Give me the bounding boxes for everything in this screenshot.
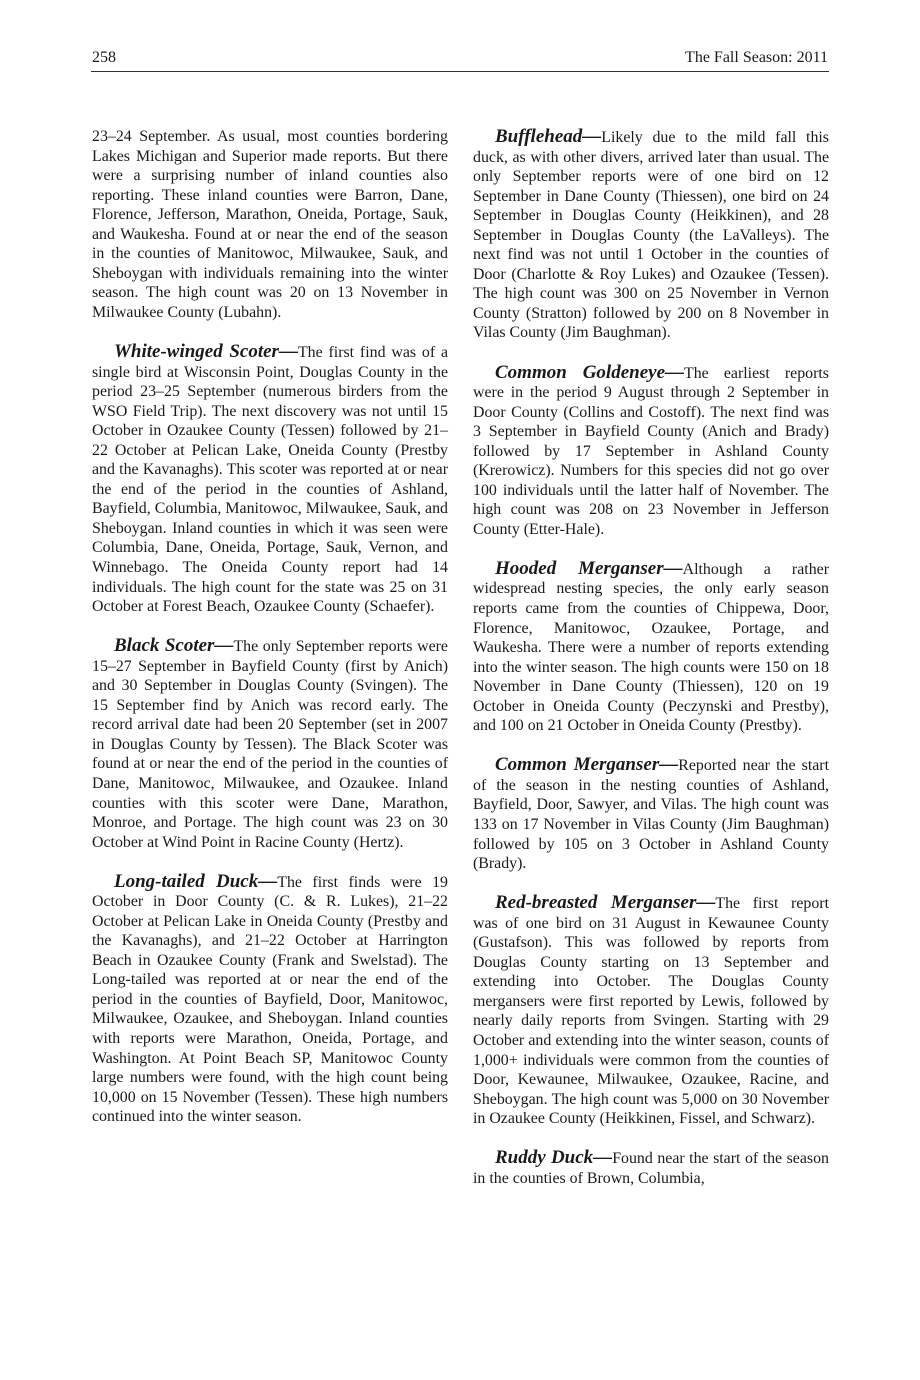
running-title: The Fall Season: 2011 — [685, 49, 828, 66]
species-entry-red-breasted-merganser — [473, 893, 829, 1129]
species-heading: Hooded Merganser— — [495, 557, 683, 579]
species-heading: Long-tailed Duck— — [114, 870, 278, 892]
species-entry-ruddy-duck — [473, 1148, 829, 1188]
species-entry-long-tailed-duck — [92, 872, 448, 1127]
species-text: The only September reports were 15–27 September in Bayfield County (first by Anich) and 30 September in Douglas County (Svingen). The 15 September find by Anich was record early. The record arrival date had been 20 September (set in 2007 in Douglas County by Tessen). The Black Scoter was found at or near the end of the period in the counties of Dane, Manitowoc, Milwaukee, and Ozaukee. Inland counties with this scoter were Dane, Marathon, Monroe, and Portage. The high count was 23 on 30 October at Wind Point in Racine County (Hertz). — [92, 638, 448, 851]
species-text: The first finds were 19 October in Door County (C. & R. Lukes), 21–22 October at Pelican Lake in Oneida County (Prestby and the Kavanaghs), and 21–22 October at Harrington Beach in Ozaukee County (Frank and Swelstad). The Long-tailed was reported at or near the end of the period in the counties of Bayfield, Door, Manitowoc, Milwaukee, Ozaukee, and Sheboygan. Inland counties with reports were Marathon, Oneida, Portage, and Washington. At Point Beach SP, Manitowoc County large numbers were found, with the high count being 10,000 on 15 November (Tessen). These high numbers continued into the winter season. — [92, 873, 448, 1126]
species-text: Likely due to the mild fall this duck, as with other divers, arrived later than usual. The only September reports were of one bird on 12 September in Dane County (Thiessen), one bird on 24 September in Douglas County (Heikkinen), and 28 September in Douglas County (the LaValleys). The next find was not until 1 October in the counties of Door (Charlotte & Roy Lukes) and Ozaukee (Tessen). The high count was 300 on 25 November in Vernon County (Stratton) followed by 200 on 8 November in Vilas County (Jim Baughman). — [473, 129, 829, 342]
species-entry-common-goldeneye — [473, 363, 829, 540]
species-heading: Common Goldeneye— — [495, 361, 685, 383]
species-heading: Common Merganser— — [495, 754, 679, 776]
intro-paragraph: 23–24 September. As usual, most counties bordering Lakes Michigan and Superior made reports. But there were a surprising number of inland counties also reporting. These inland counties were Barron, Dane, Florence, Jefferson, Marathon, Oneida, Portage, Sauk, and Waukesha. Found at or near the end of the season in the counties of Manitowoc, Milwaukee, Sauk, and Sheboygan with individuals remaining into the winter season. The high count was 20 on 13 November in Milwaukee County (Lubahn). — [92, 128, 448, 321]
left-column — [92, 127, 448, 1127]
species-heading: White-winged Scoter— — [114, 340, 298, 362]
page-number: 258 — [92, 49, 116, 66]
species-text: The first find was of a single bird at Wisconsin Point, Douglas County in the period 23–25 September (numerous birders from the WSO Field Trip). The next discovery was not until 15 October in Ozaukee County (Tessen) followed by 21–22 October at Pelican Lake, Oneida County (Prestby and the Kavanaghs). This scoter was reported at or near the end of the period in the counties of Ashland, Bayfield, Columbia, Manitowoc, Milwaukee, Sauk, and Sheboygan. Inland counties in which it was seen were Columbia, Dane, Oneida, Portage, Sauk, Vernon, and Winnebago. The Oneida County report had 14 individuals. The high count for the state was 25 on 31 October at Forest Beach, Ozaukee County (Schaefer). — [92, 343, 449, 616]
species-entry-bufflehead — [473, 127, 829, 343]
species-text: The earliest reports were in the period 9 August through 2 September in Door County (Collins and Costoff). The next find was 3 September in Bayfield County (Anich and Brady) followed by 17 September in Ashland County (Krerowicz). Numbers for this species did not go over 100 individuals until the latter half of November. The high count was 208 on 23 November in Jefferson County (Etter-Hale). — [473, 364, 829, 538]
species-entry-white-winged-scoter — [92, 342, 448, 617]
species-text: Although a rather widespread nesting species, the only early season reports came from the counties of Chippewa, Door, Florence, Manitowoc, Ozaukee, Portage, and Waukesha. There were a number of reports extending into the winter season. The high counts were 150 on 18 November in Dane County (Thiessen), 120 on 19 October in Oneida County (Peczynski and Prestby), and 100 on 21 October in Oneida County (Prestby). — [473, 560, 829, 735]
species-heading: Ruddy Duck— — [495, 1147, 613, 1169]
page-header — [91, 49, 829, 72]
species-heading: Black Scoter— — [114, 635, 234, 657]
species-entry-hooded-merganser — [473, 559, 829, 736]
species-text: Reported near the start of the season in the nesting counties of Ashland, Bayfield, Door, Sawyer, and Vilas. The high count was 133 on 17 November in Vilas County (Jim Baughman) followed by 105 on 3 October in Ashland County (Brady). — [473, 757, 830, 873]
species-entry-black-scoter — [92, 636, 448, 852]
species-text: Found near the start of the season in the counties of Brown, Columbia, — [473, 1150, 829, 1187]
species-text: The first report was of one bird on 31 August in Kewaunee County (Gustafson). This was followed by reports from Douglas County starting on 13 September and extending into October. The Douglas County mergansers were first reported by Lewis, followed by nearly daily reports from Svingen. Starting with 29 October and extending into the winter season, counts of 1,000+ individuals were common from the counties of Door, Kewaunee, Milwaukee, Ozaukee, Racine, and Sheboygan. The high count was 5,000 on 30 November in Ozaukee County (Heikkinen, Fissel, and Schwarz). — [473, 895, 829, 1128]
species-entry-common-merganser — [473, 755, 829, 873]
species-heading: Red-breasted Merganser— — [495, 892, 716, 914]
right-column — [473, 127, 829, 1188]
species-heading: Bufflehead— — [495, 126, 602, 147]
